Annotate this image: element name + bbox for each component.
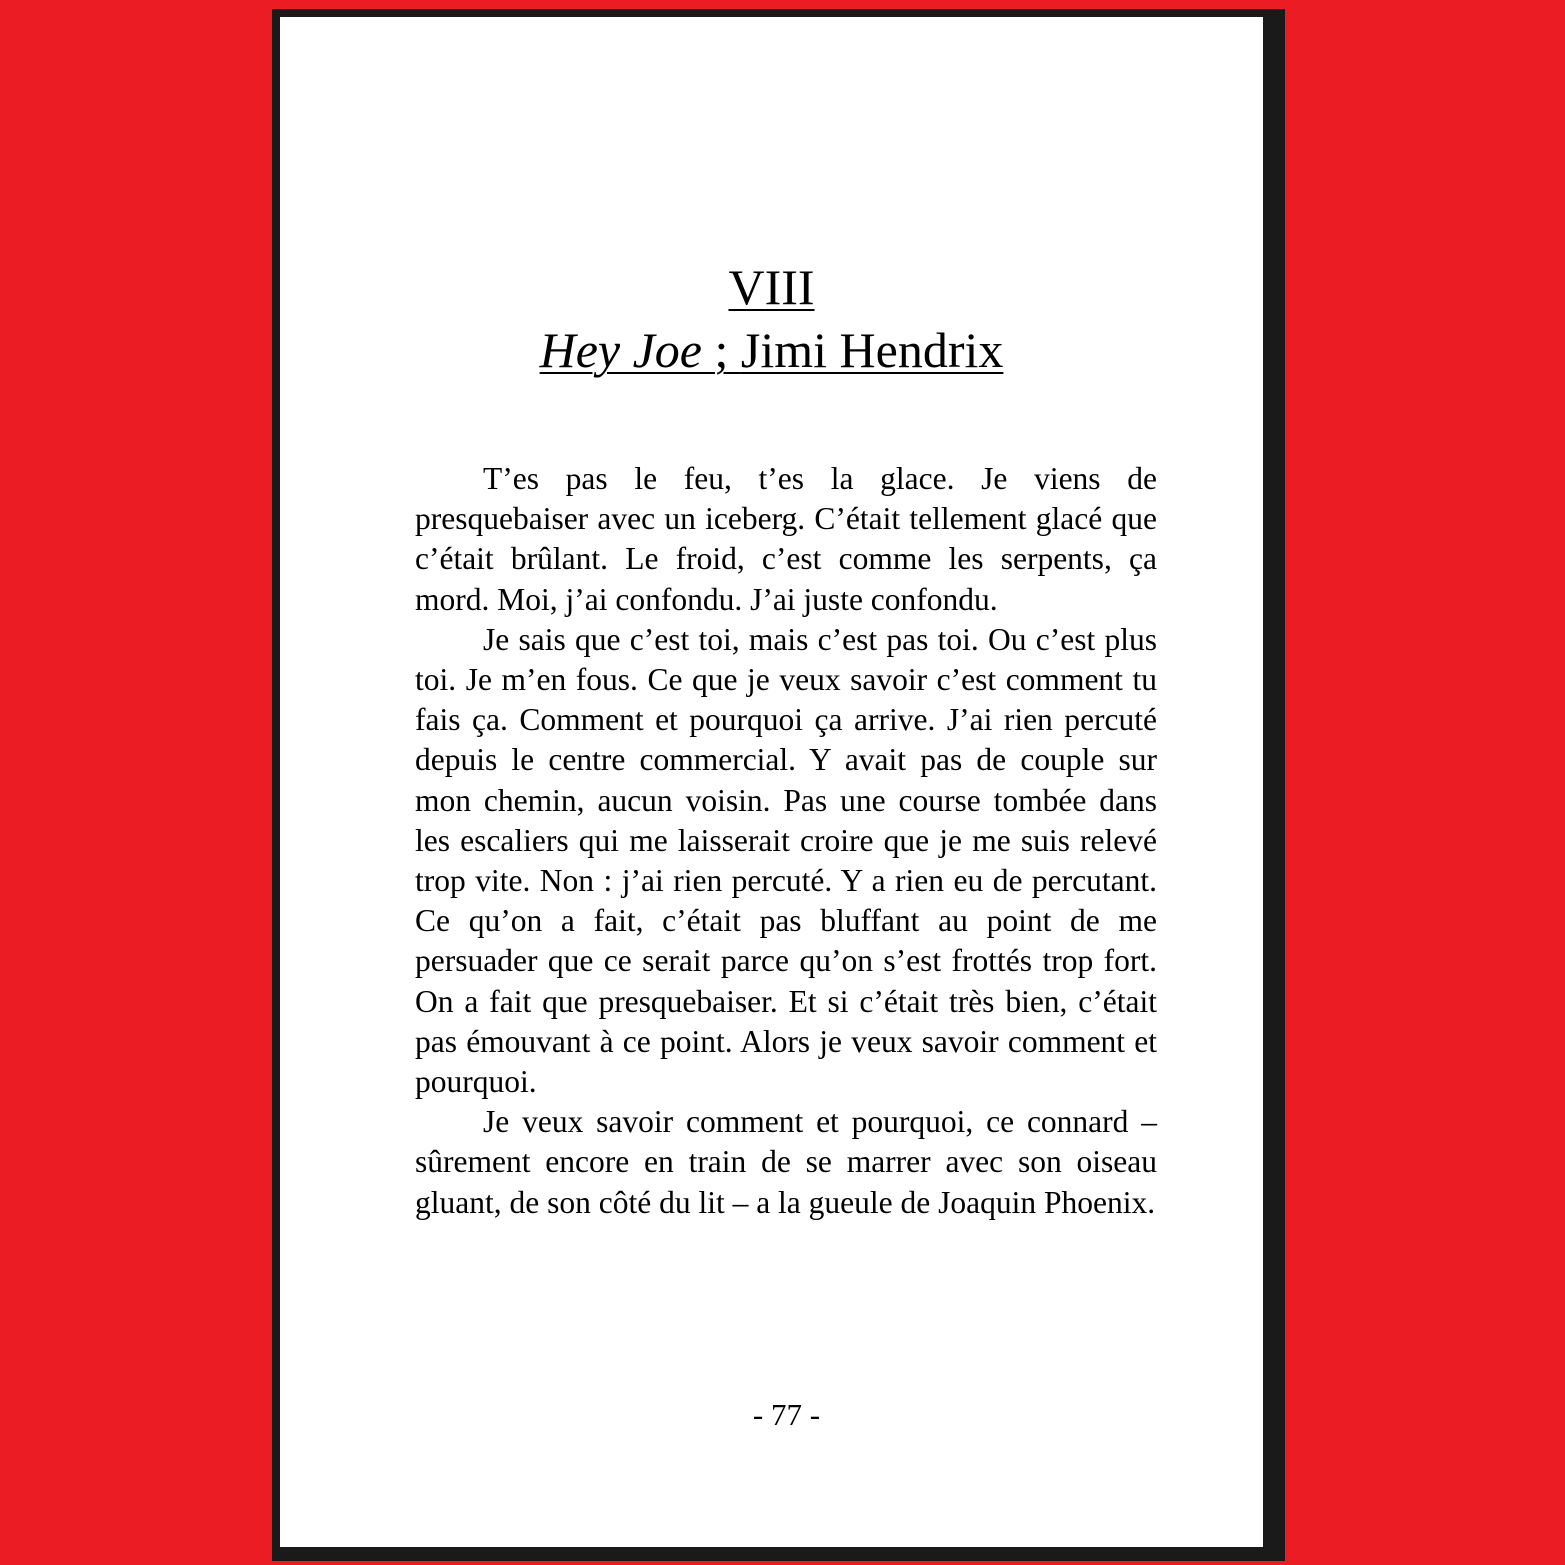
artist-name: Jimi Hendrix bbox=[740, 322, 1004, 378]
paragraph: Je sais que c’est toi, mais c’est pas toi. Ou c’est plus toi. Je m’en fous. Ce que je veux savoir c’est comment tu fais ça. Comment et pourquoi ça arrive. J’ai rien percuté depuis le centre commercial. Y avait pas de couple sur mon chemin, aucun voisin. Pas une course tombée dans les escaliers qui me laisserait croire que je me suis relevé trop vite. Non : j’ai rien percuté. Y a rien eu de percutant. Ce qu’on a fait, c’était pas bluffant au point de me persuader que ce serait parce qu’on s’est frottés trop fort. On a fait que presquebaiser. Et si c’était très bien, c’était pas émouvant à ce point. Alors je veux savoir comment et pourquoi. bbox=[415, 621, 1157, 1100]
chapter-body bbox=[415, 459, 1157, 1223]
page-frame bbox=[272, 9, 1285, 1561]
song-title: Hey Joe bbox=[539, 322, 702, 378]
paragraph: Je veux savoir comment et pourquoi, ce connard – sûrement encore en train de se marrer avec son oiseau gluant, de son côté du lit – a la gueule de Joaquin Phoenix. bbox=[415, 1104, 1157, 1220]
book-page bbox=[280, 17, 1263, 1547]
title-separator: ; bbox=[702, 322, 741, 378]
chapter-title bbox=[280, 317, 1263, 383]
chapter-number: VIII bbox=[728, 259, 815, 315]
chapter-heading bbox=[280, 257, 1263, 383]
page-number: - 77 - bbox=[752, 1397, 821, 1432]
paragraph: T’es pas le feu, t’es la glace. Je viens de presquebaiser avec un iceberg. C’était tellement glacé que c’était brûlant. Le froid, c’est comme les serpents, ça mord. Moi, j’ai confondu. J’ai juste confondu. bbox=[415, 461, 1157, 617]
chapter-number-line bbox=[280, 257, 1263, 317]
